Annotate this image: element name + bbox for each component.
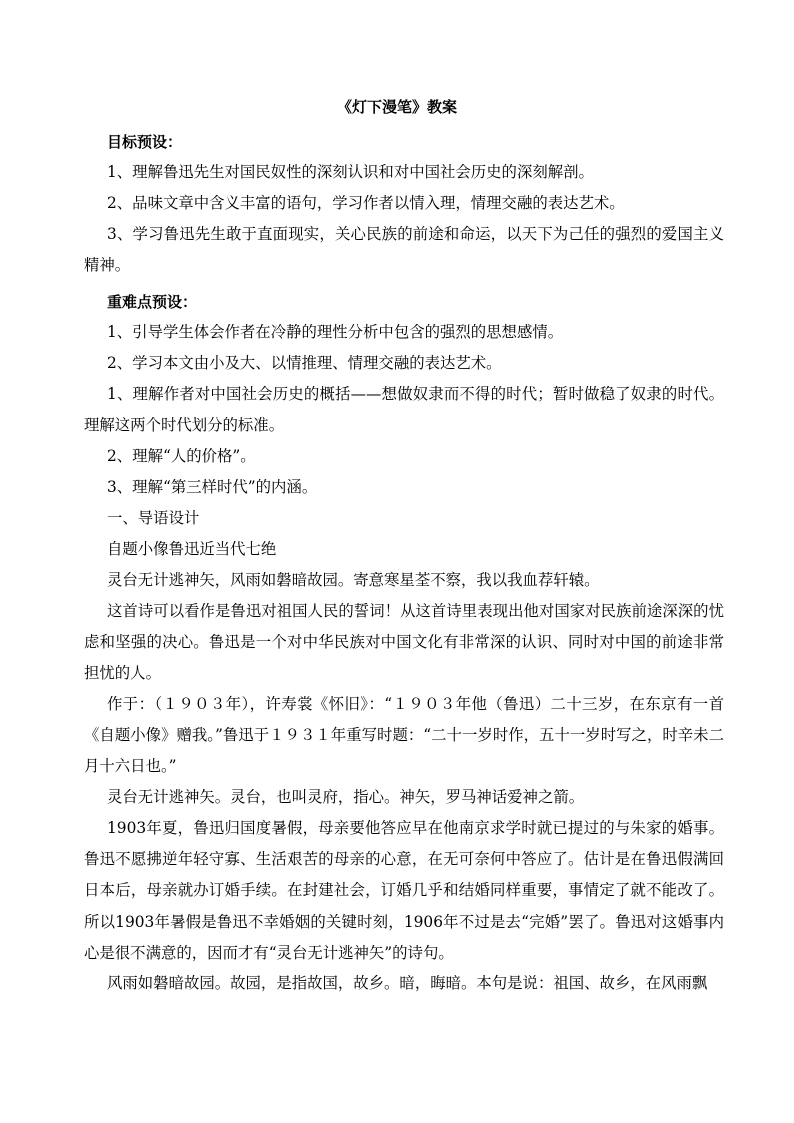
section-heading-intro: 一、导语设计: [107, 509, 200, 527]
key-point-item-2: 2、学习本文由小及大、以情推理、情理交融的表达艺术。: [107, 354, 502, 372]
key-point-item-1: 1、引导学生体会作者在冷静的理性分析中包含的强烈的思想感情。: [107, 323, 564, 341]
poem-title: 自题小像鲁迅近当代七绝: [107, 540, 277, 558]
key-point-item-3: 1、理解作者对中国社会历史的概括——想做奴隶而不得的时代；暂时做稳了奴隶的时代。理解这两个时代划分的标准。: [84, 385, 724, 435]
key-point-item-4: 2、理解“人的价格”。: [107, 447, 256, 465]
body-paragraph-2: 作于：（１９０３年），许寿裳《怀旧》：“１９０３年他（鲁迅）二十三岁，在东京有一首《自题小像》赠我。”鲁迅于１９３１年重写时题：“二十一岁时作，五十一岁时写之，时辛未二月十六日也。”: [84, 695, 724, 776]
goal-item-2: 2、品味文章中含义丰富的语句，学习作者以情入理，情理交融的表达艺术。: [107, 194, 625, 212]
key-points-heading: 重难点预设：: [107, 293, 198, 311]
poem-text: 灵台无计逃神矢，风雨如磐暗故园。寄意寒星荃不察，我以我血荐轩辕。: [107, 571, 600, 589]
body-paragraph-4: 1903年夏，鲁迅归国度暑假，母亲要他答应早在他南京求学时就已提过的与朱家的婚事。鲁迅不愿拂逆年轻守寡、生活艰苦的母亲的心意，在无可奈何中答应了。估计是在鲁迅假满回日本后，母亲就办订婚手续。在封建社会，订婚几乎和结婚同样重要，事情定了就不能改了。所以1903年暑假是鲁迅不幸婚姻的关键时刻，1906年不过是去“完婚”罢了。鲁迅对这婚事内心是很不满意的，因而才有“灵台无计逃神矢”的诗句。: [84, 819, 724, 962]
body-paragraph-3: 灵台无计逃神矢。灵台，也叫灵府，指心。神矢，罗马神话爱神之箭。: [107, 788, 585, 806]
goal-item-3: 3、学习鲁迅先生敢于直面现实，关心民族的前途和命运，以天下为己任的强烈的爱国主义精神。: [84, 225, 724, 275]
key-point-item-5: 3、理解“第三样时代”的内涵。: [107, 478, 318, 496]
body-paragraph-5: 风雨如磐暗故园。故园，是指故国，故乡。暗，晦暗。本句是说：祖国、故乡，在风雨飘: [107, 974, 708, 992]
goal-item-1: 1、理解鲁迅先生对国民奴性的深刻认识和对中国社会历史的深刻解剖。: [107, 163, 594, 181]
body-paragraph-1: 这首诗可以看作是鲁迅对祖国人民的誓词！从这首诗里表现出他对国家对民族前途深深的忧虑和坚强的决心。鲁迅是一个对中华民族对中国文化有非常深的认识、同时对中国的前途非常担忧的人。: [84, 602, 724, 683]
goals-heading: 目标预设：: [107, 133, 183, 151]
document-title: 《灯下漫笔》教案: [336, 98, 457, 116]
